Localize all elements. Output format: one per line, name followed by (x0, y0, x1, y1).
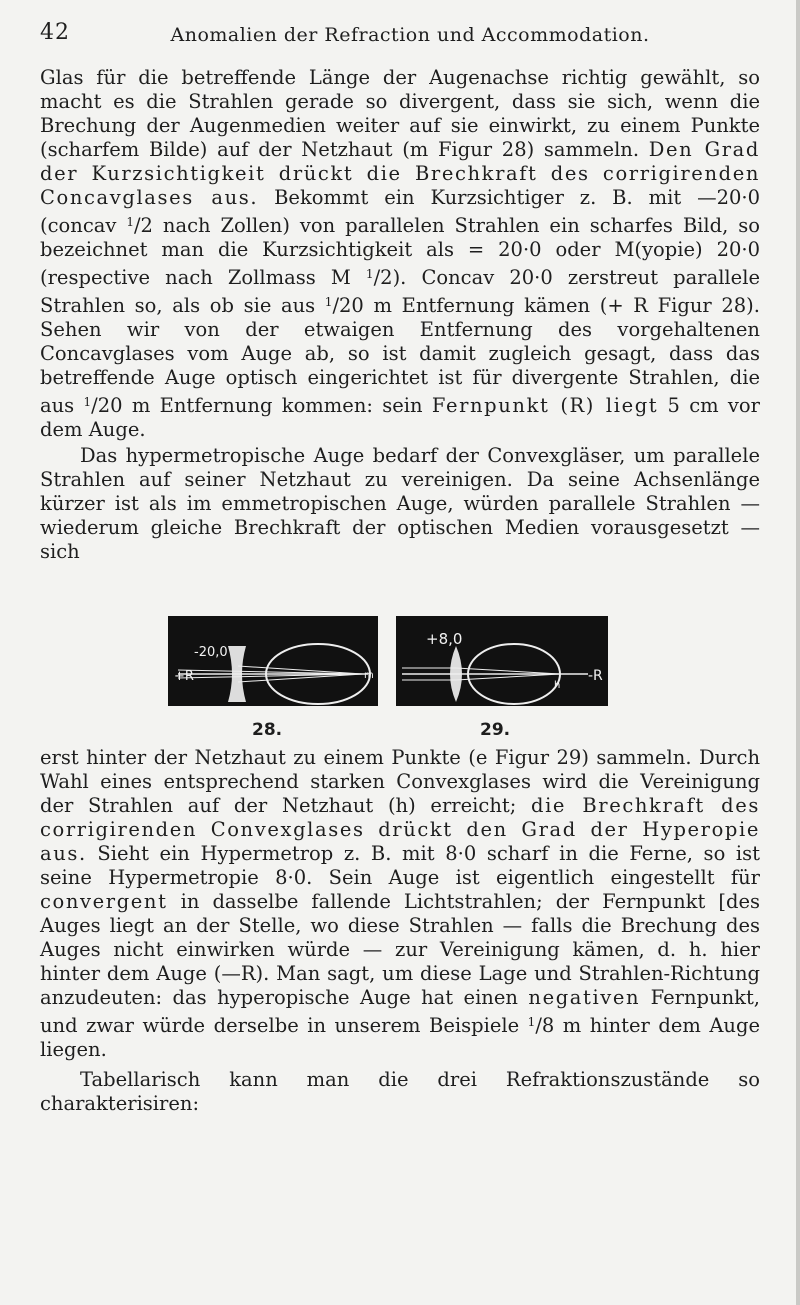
paragraph-1 (40, 66, 760, 564)
p3-sentence-g: Fernpunkt, und zwar würde derselbe in unserem Beispiele (40, 986, 760, 1037)
p3-spaced-emphasis: die Brechkraft des corrigirenden Convexglases drückt den Grad der Hyperopie aus. (40, 794, 760, 865)
figure-29 (396, 616, 608, 706)
p1-sentence-e: ). Concav 20·0 zerstreut parallele Strahlen so, als ob sie aus (40, 266, 760, 317)
figure-28 (168, 616, 378, 706)
p1-sentence-a: Glas für die betreffende Länge der Augenachse richtig gewählt, so macht es die Strahlen gerade so divergent, dass sie sich, wenn die Brechung der Augenmedien weiter auf sie einwirkt, zu einem Punkte (scharfem Bilde) auf der Netzhaut (m Figur 28) sammeln. (40, 66, 760, 161)
p3-sentence-e: in dasselbe fallende Lichtstrahlen; der Fernpunkt [des Auges liegt an der Stelle, wo diese Strahlen — falls die Brechung des Auges nicht einwirken würde — zur Vereinigung kämen, d. h. hier hinter dem Auge (—R). Man sagt, um diese Lage und Strahlen-Richtung anzudeuten: das hyperopische Auge hat einen (40, 890, 760, 1009)
figure-29-marker: -R (588, 668, 603, 684)
fraction-numerator: 1 (83, 395, 92, 409)
p3-sentence-a: erst hinter der Netzhaut zu einem Punkte (e Figur 29) sammeln. Durch Wahl eines entsprechend starken Convexglases wird die Vereinigung der Strahlen auf der Netzhaut (h) erreicht; (40, 746, 760, 817)
page-number: 42 (40, 20, 70, 45)
fraction-denominator: 20 (97, 394, 123, 417)
fraction-denominator: 20 (339, 294, 364, 317)
figure-29-lens-value: +8,0 (426, 630, 463, 648)
figure-29-drawing (396, 616, 608, 706)
running-title: Anomalien der Refraction und Accommodation. (170, 24, 650, 46)
fraction-numerator: 1 (527, 1015, 536, 1029)
fraction-numerator: 1 (365, 267, 374, 281)
figure-28-marker: +R (174, 669, 194, 684)
page-header (40, 20, 760, 50)
p3-sentence-c: Sieht ein Hypermetrop z. B. mit 8·0 scharf in die Ferne, so ist seine Hypermetropie 8·0. Sein Auge ist eigentlich eingestellt für (40, 842, 760, 889)
p1-sentence-c: Bekommt ein Kurzsichtiger z. B. mit —20·0 (concav (40, 186, 760, 237)
p1-sentence-g: m Entfernung kommen: sein (122, 394, 432, 417)
figure-28-label: 28. (252, 720, 283, 740)
paragraph-2: Das hypermetropische Auge bedarf der Convexgläser, um parallele Strahlen auf seiner Netzhaut zu vereinigen. Da seine Achsenlänge kürzer ist als im emmetropischen Auge, würden parallele Strahlen — wiederum gleiche Brechkraft der optischen Medien vorausgesetzt — sich (40, 444, 760, 563)
fraction-numerator: 1 (324, 295, 333, 309)
fraction-denominator: 2 (380, 266, 393, 289)
figure-28-letter: m (364, 670, 374, 681)
figure-28-lens-value: -20,0 (194, 645, 228, 660)
paragraph-3 (40, 746, 760, 1116)
fraction-denominator: 8 (541, 1014, 555, 1037)
p1-sentence-i: 5 cm vor dem Auge. (40, 394, 760, 441)
paragraph-3-text: erst hinter der Netzhaut zu einem Punkte (e Figur 29) sammeln. Durch Wahl eines entsprechend starken Convexglases wird die Vereinigung der Strahlen auf der Netzhaut (h) erreicht; die Brechkraft des corrigirenden Convexglases drückt den Grad der Hyperopie aus. Sieht ein Hypermetrop z. B. mit 8·0 scharf in die Ferne, so ist seine Hypermetropie 8·0. Sein Auge ist eigentlich eingestellt für convergent in dasselbe fallende Lichtstrahlen; der Fernpunkt [des Auges liegt an der Stelle, wo diese Strahlen — falls die Brechung des Auges nicht einwirken würde — zur Vereinigung kämen, d. h. hier hinter dem Auge (—R). Man sagt, um diese Lage und Strahlen-Richtung anzudeuten: das hyperopische Auge hat einen negativen Fernpunkt, und zwar würde derselbe in unserem Beispiele $^1$/8 m hinter dem Auge liegen. (40, 746, 761, 1061)
fraction-numerator: 1 (126, 215, 134, 229)
figure-row (0, 616, 800, 740)
p1-sentence-f: m Entfernung kämen (+ R Figur 28). Sehen wir von der etwaigen Entfernung des vorgehaltenen Concavglases vom Auge ab, so ist damit zugleich gesagt, dass das betreffende Auge optisch eingerichtet ist für divergente Strahlen, die aus (40, 294, 760, 417)
paragraph-4: Tabellarisch kann man die drei Refraktionszustände so charakterisiren: (40, 1068, 760, 1115)
figure-28-drawing (168, 616, 378, 706)
p3-spaced-negativen: negativen (528, 986, 641, 1009)
paragraph-1-text: Glas für die betreffende Länge der Augenachse richtig gewählt, so macht es die Strahlen gerade so divergent, dass sie sich, wenn die Brechung der Augenmedien weiter auf sie einwirkt, zu einem Punkte (scharfem Bilde) auf der Netzhaut (m Figur 28) sammeln. Den Grad der Kurzsichtigkeit drückt die Brechkraft des corrigirenden Concavglases aus. Bekommt ein Kurzsichtiger z. B. mit —20·0 (concav $^1$/2 nach Zollen) von parallelen Strahlen ein scharfes Bild, so bezeichnet man die Kurzsichtigkeit als = 20·0 oder M(yopie) 20·0 (respective nach Zollmass M $^1$/2). Concav 20·0 zerstreut parallele Strahlen so, als ob sie aus $^1$/20 m Entfernung kämen (+ R Figur 28). Sehen wir von der etwaigen Entfernung des vorgehaltenen Concavglases vom Auge ab, so ist damit zugleich gesagt, dass das betreffende Auge optisch eingerichtet ist für divergente Strahlen, die aus $^1$/20 m Entfernung kommen: sein Fernpunkt (R) liegt 5 cm vor dem Auge. (40, 66, 760, 441)
figure-29-label: 29. (480, 720, 511, 740)
p1-spaced-fernpunkt: Fernpunkt (R) liegt (431, 394, 659, 417)
p1-sentence-d: nach Zollen) von parallelen Strahlen ein scharfes Bild, so bezeichnet man die Kurzsichtigkeit als = 20·0 oder M(yopie) 20·0 (respective nach Zollmass M (40, 214, 760, 289)
figure-29-letter: h (554, 680, 561, 691)
fraction-denominator: 2 (140, 214, 153, 237)
p3-spaced-convergent: convergent (40, 890, 168, 913)
p3-sentence-h: m hinter dem Auge liegen. (40, 1014, 761, 1061)
p1-spaced-emphasis: Den Grad der Kurzsichtigkeit drückt die Brechkraft des corrigirenden Concavglases aus. (40, 138, 760, 209)
